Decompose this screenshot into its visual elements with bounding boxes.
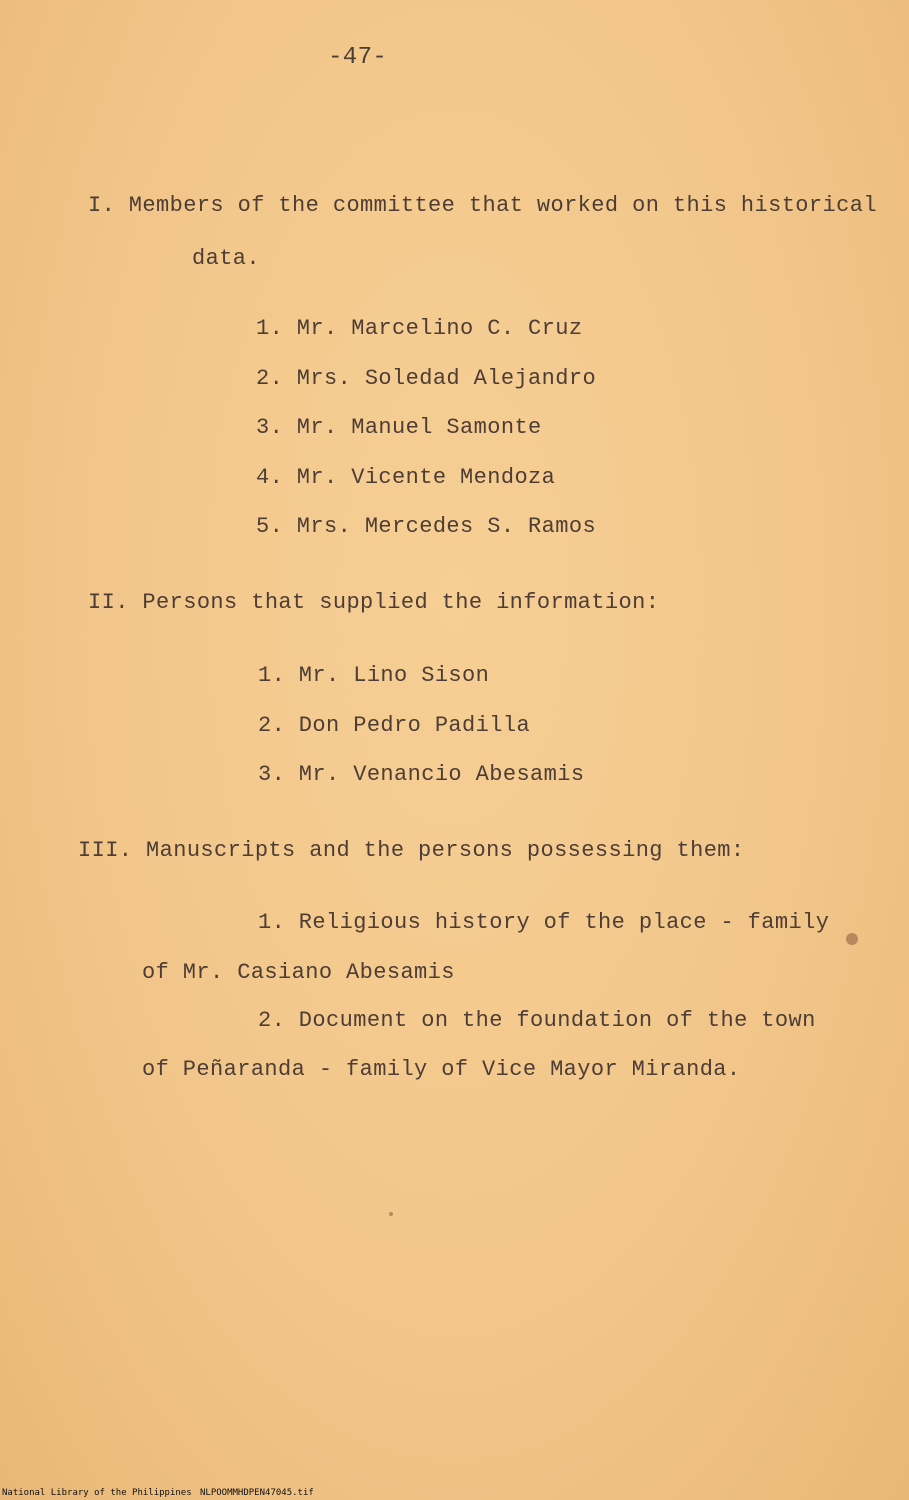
manuscript-entry-line: 1. Religious history of the place - family — [258, 910, 830, 935]
informant: 2. Don Pedro Padilla — [258, 713, 531, 738]
manuscript-entry-line: 2. Document on the foundation of the town — [258, 1008, 816, 1033]
committee-member: 1. Mr. Marcelino C. Cruz — [256, 316, 583, 341]
informant: 1. Mr. Lino Sison — [258, 663, 490, 688]
section-1-heading: I. Members of the committee that worked on this historical — [88, 193, 877, 218]
committee-member: 5. Mrs. Mercedes S. Ramos — [256, 514, 597, 539]
page-number: -47- — [328, 44, 388, 71]
committee-member: 4. Mr. Vicente Mendoza — [256, 465, 556, 490]
section-2-heading: II. Persons that supplied the information: — [88, 590, 660, 615]
ink-spot — [846, 933, 858, 945]
manuscript-entry-line: of Peñaranda - family of Vice Mayor Miranda. — [142, 1057, 741, 1082]
committee-member: 3. Mr. Manuel Samonte — [256, 415, 542, 440]
manuscript-entry-line: of Mr. Casiano Abesamis — [142, 960, 455, 985]
footer-library: National Library of the Philippines — [2, 1488, 192, 1498]
section-3-heading: III. Manuscripts and the persons possessing them: — [78, 838, 745, 863]
informant: 3. Mr. Venancio Abesamis — [258, 762, 585, 787]
ink-spot — [389, 1212, 393, 1216]
section-1-heading-continued: data. — [192, 246, 261, 271]
footer-filename: NLPOOMMHDPEN47045.tif — [200, 1488, 314, 1498]
committee-member: 2. Mrs. Soledad Alejandro — [256, 366, 597, 391]
